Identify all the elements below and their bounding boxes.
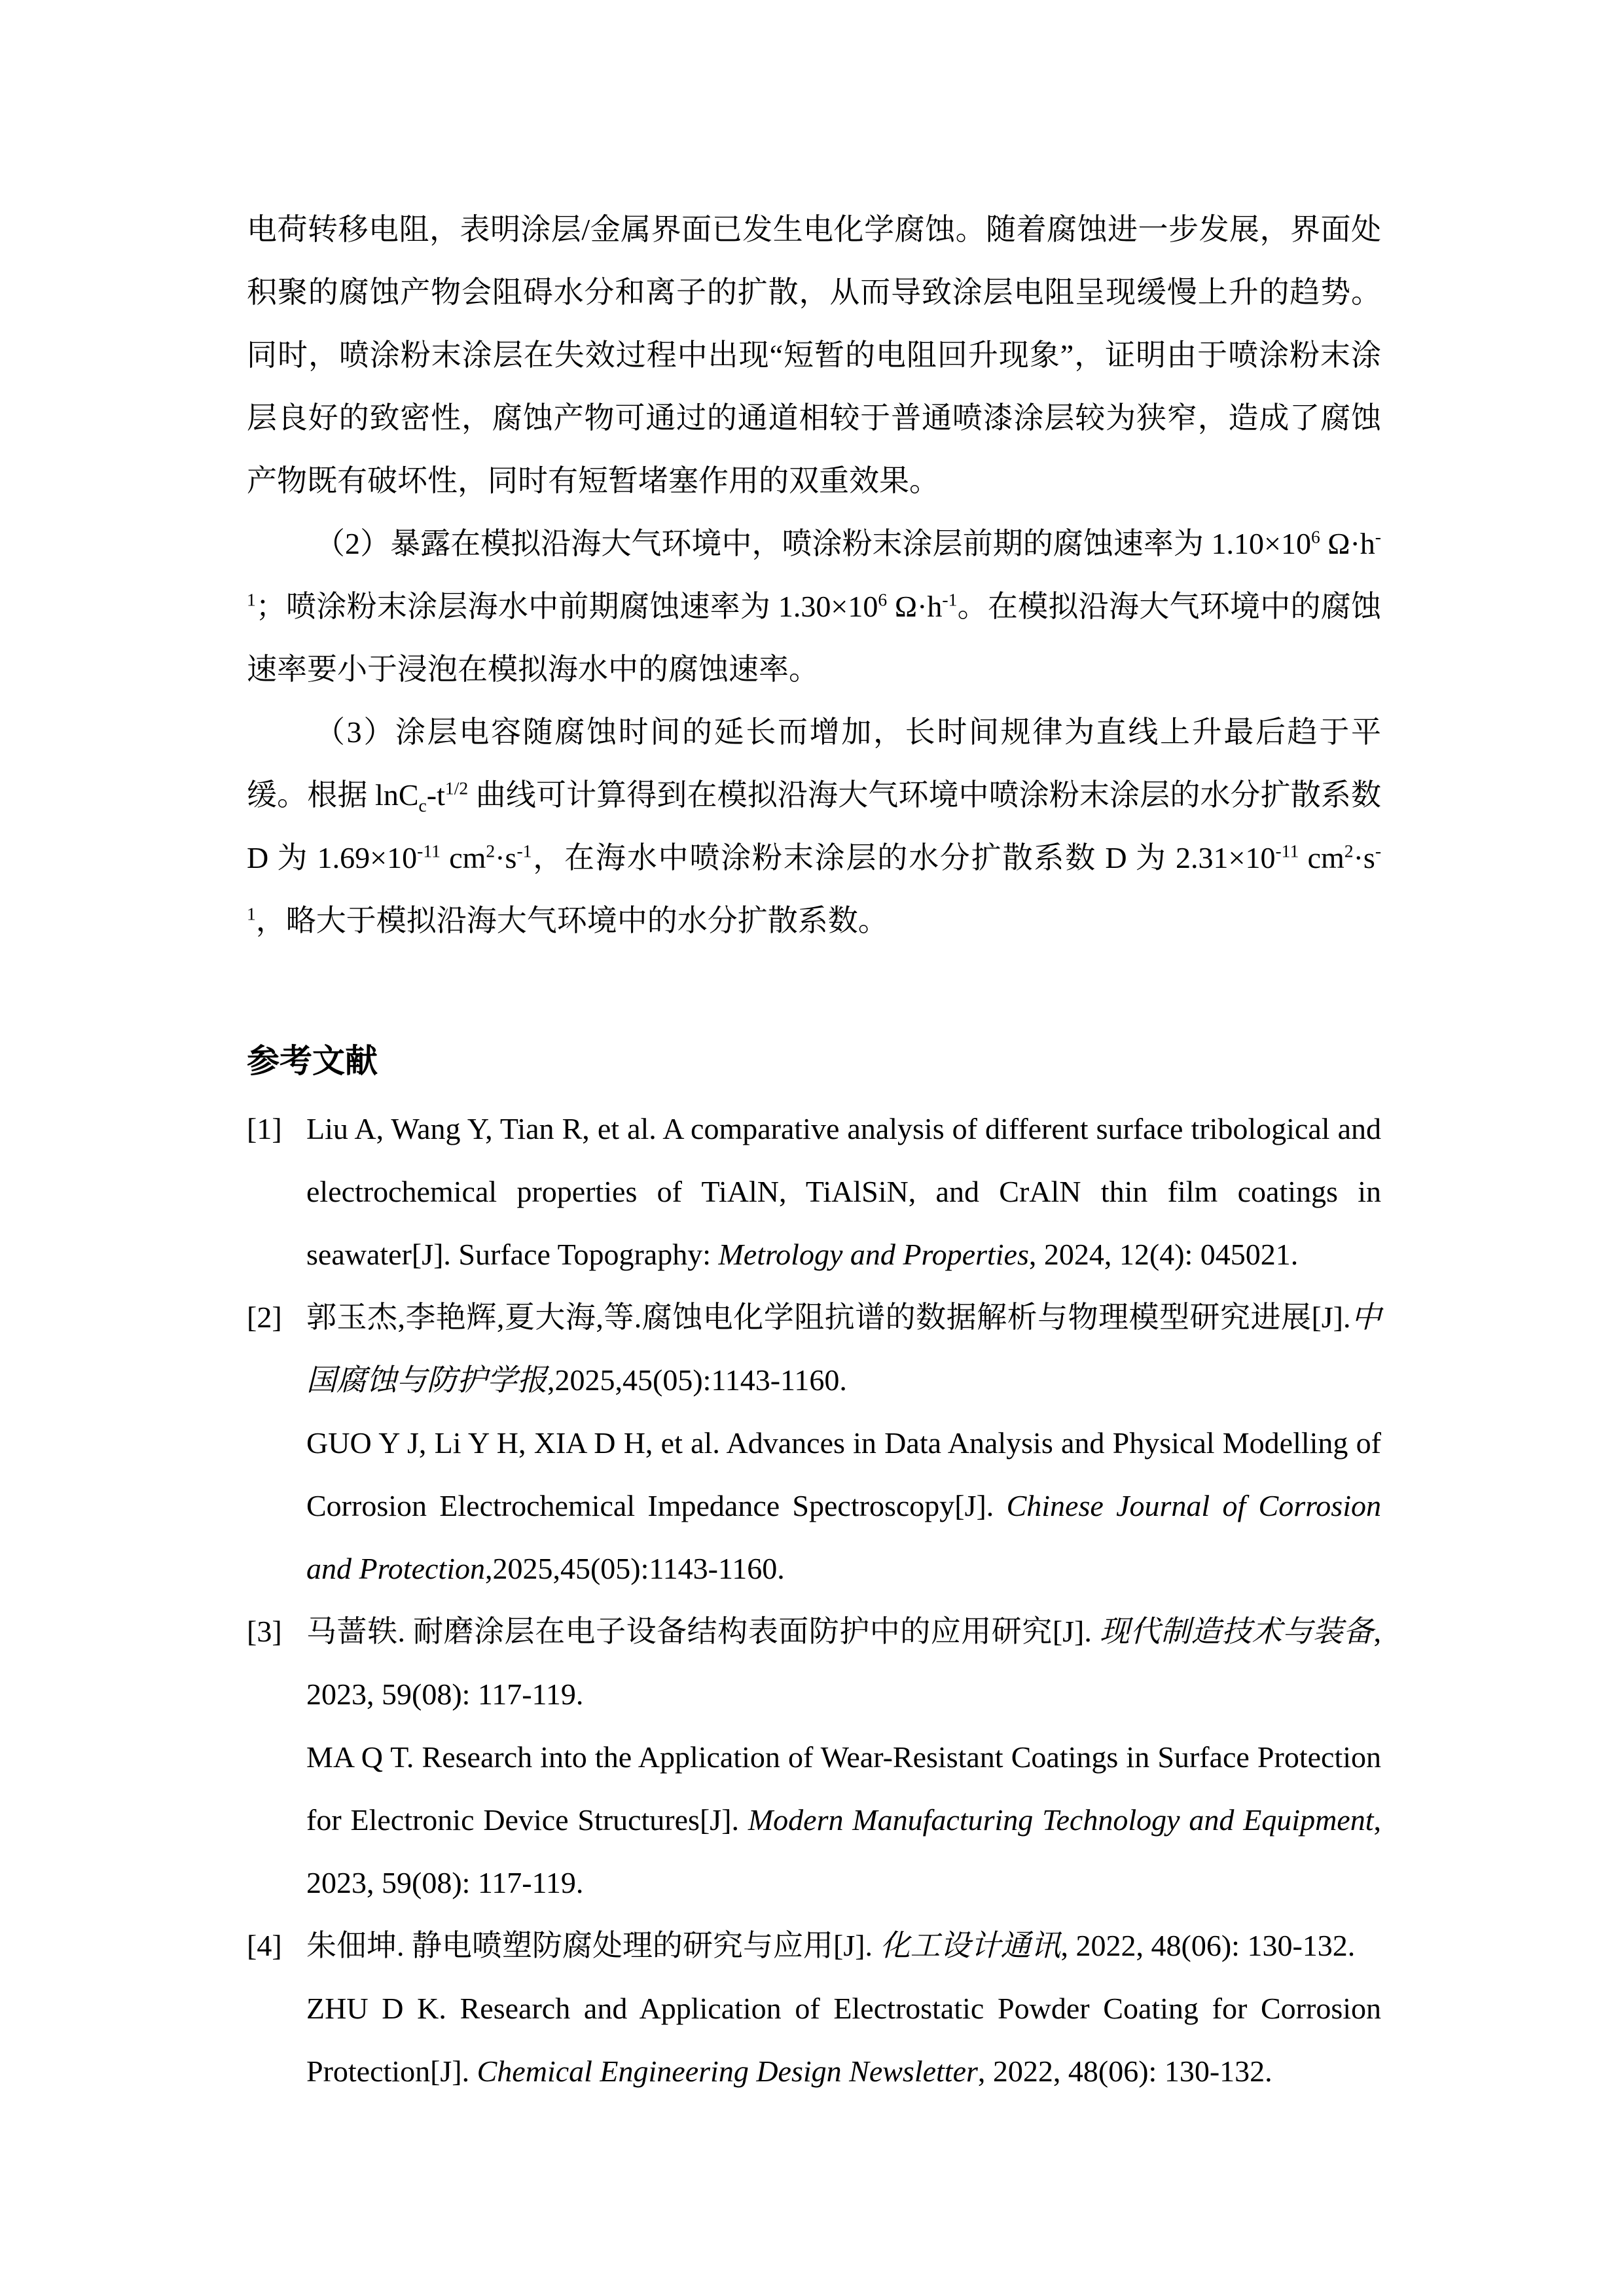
reference-item (247, 1914, 1381, 2103)
references-heading: 参考文献 (247, 1043, 378, 1079)
conclusion-paragraph: 电荷转移电阻，表明涂层/金属界面已发生电化学腐蚀。随着腐蚀进一步发展，界面处积聚的腐蚀产物会阻碍水分和离子的扩散，从而导致涂层电阻呈现缓慢上升的趋势。同时，喷涂粉末涂层在失效过程中出现“短暂的电阻回升现象”，证明由于喷涂粉末涂层良好的致密性，腐蚀产物可通过的通道相较于普通喷漆涂层较为狭窄，造成了腐蚀产物既有破坏性，同时有短暂堵塞作用的双重效果。 (247, 213, 1381, 497)
reference-paragraph: 马蔷轶. 耐磨涂层在电子设备结构表面防护中的应用研究[J]. 现代制造技术与装备, 2023, 59(08): 117-119. (306, 1615, 1381, 1711)
references-list (247, 1098, 1381, 2103)
reference-paragraph: Liu A, Wang Y, Tian R, et al. A comparative analysis of different surface tribological and electrochemical properties of TiAlN, TiAlSiN, and CrAlN thin film coatings in seawater[J]. Surface Topography: Metrology and Properties, 2024, 12(4): 045021. (306, 1112, 1381, 1271)
page-content (247, 198, 1381, 2103)
reference-label: [3] (247, 1615, 282, 1648)
reference-label: [1] (247, 1112, 282, 1145)
reference-paragraph: 郭玉杰,李艳辉,夏大海,等.腐蚀电化学阻抗谱的数据解析与物理模型研究进展[J].中国腐蚀与防护学报,2025,45(05):1143-1160. (306, 1300, 1382, 1397)
reference-item (247, 1600, 1381, 1914)
reference-item (247, 1286, 1381, 1600)
reference-label: [4] (247, 1929, 282, 1962)
conclusion-paragraph: （3）涂层电容随腐蚀时间的延长而增加，长时间规律为直线上升最后趋于平缓。根据 $\ln C_c-t^{1/2}$ 曲线可计算得到在模拟沿海大气环境中喷涂粉末涂层的水分扩散系数 D 为 $1.69\times 10^{-11}$ $cm^2\cdot s^{-1}$，在海水中喷涂粉末涂层的水分扩散系数 D 为 $2.31\times 10^{-11}$ $cm^2\cdot s^{-1}$，略大于模拟沿海大气环境中的水分扩散系数。 (247, 715, 1382, 937)
reference-label: [2] (247, 1300, 282, 1334)
conclusion-paragraph: （2）暴露在模拟沿海大气环境中，喷涂粉末涂层前期的腐蚀速率为 $1.10\times 10^6$ $\Omega\cdot h^{-1}$；喷涂粉末涂层海水中前期腐蚀速率为 $1.30\times 10^6$ $\Omega\cdot h^{-1}$。在模拟沿海大气环境中的腐蚀速率要小于浸泡在模拟海水中的腐蚀速率。 (247, 526, 1381, 686)
reference-paragraph: 朱佃坤. 静电喷塑防腐处理的研究与应用[J]. 化工设计通讯, 2022, 48(06): 130-132. (306, 1929, 1356, 1962)
reference-item (247, 1098, 1381, 1286)
reference-paragraph: ZHU D K. Research and Application of Electrostatic Powder Coating for Corrosion Protection[J]. Chemical Engineering Design Newsletter, 2022, 48(06): 130-132. (306, 1992, 1381, 2088)
reference-paragraph: GUO Y J, Li Y H, XIA D H, et al. Advances in Data Analysis and Physical Modelling of Corrosion Electrochemical Impedance Spectroscopy[J]. Chinese Journal of Corrosion and Protection,2025,45(05):1143-1160. (306, 1426, 1381, 1585)
conclusions-paragraphs (247, 198, 1381, 952)
reference-paragraph: MA Q T. Research into the Application of Wear-Resistant Coatings in Surface Protection for Electronic Device Structures[J]. Modern Manufacturing Technology and Equipment, 2023, 59(08): 117-119. (306, 1740, 1381, 1899)
